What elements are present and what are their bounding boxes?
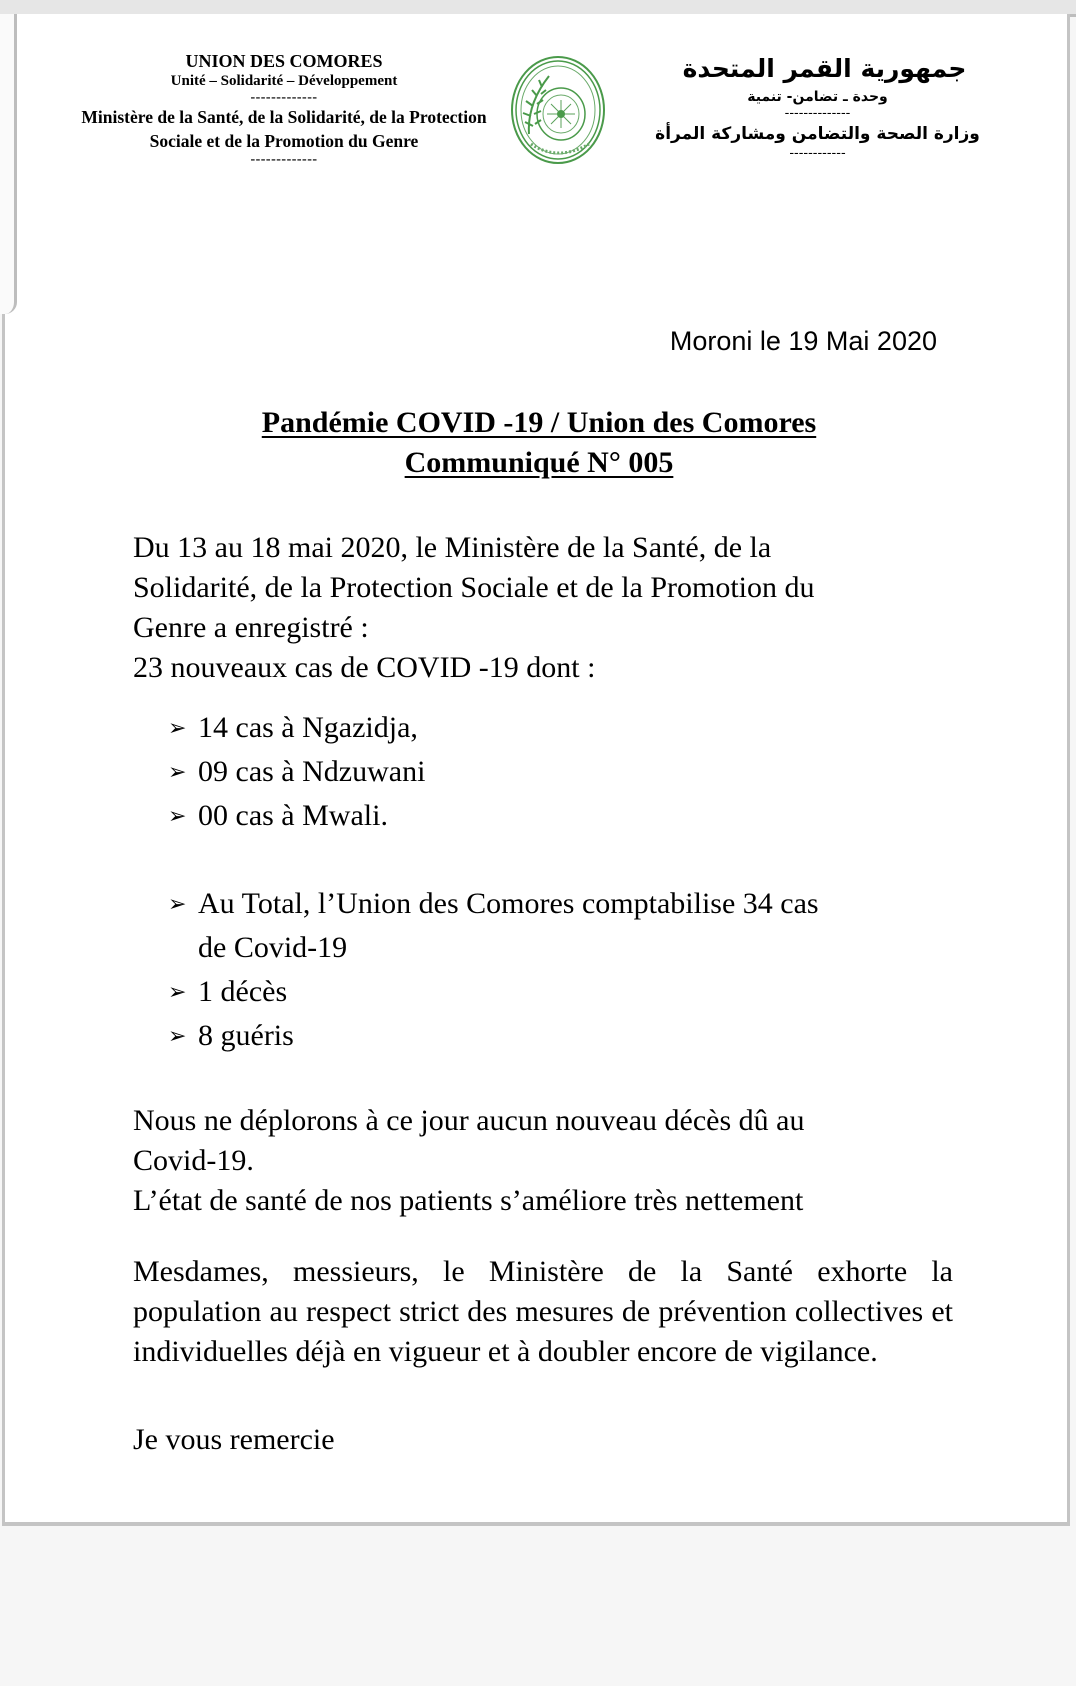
separator: ------------ xyxy=(789,146,846,161)
intro-line: Du 13 au 18 mai 2020, le Ministère de la Santé, de la xyxy=(133,531,772,564)
totals-list xyxy=(168,882,958,1058)
paragraph-line: Covid-19. xyxy=(133,1144,254,1177)
separator: ------------- xyxy=(250,152,318,167)
intro-line: 23 nouveaux cas de COVID -19 dont : xyxy=(133,651,596,684)
appeal-paragraph: Mesdames, messieurs, le Ministère de la Santé exhorte la population au respect strict des mesures de prévention collectives et individuelles déjà en vigueur et à doubler encore de vigilance. xyxy=(133,1255,953,1368)
deaths-text: 1 décès xyxy=(198,975,288,1008)
document-page xyxy=(2,14,1070,1526)
list-item xyxy=(168,794,958,838)
recovered-text: 8 guéris xyxy=(198,1019,294,1052)
status-paragraph xyxy=(133,1101,953,1221)
total-cases-text-cont: de Covid-19 xyxy=(198,931,348,964)
list-item xyxy=(168,706,958,750)
intro-paragraph xyxy=(133,528,953,688)
paragraph-line: L’état de santé de nos patients s’améliore très nettement xyxy=(133,1184,804,1217)
arrowhead-bullet-icon: ➢ xyxy=(168,979,187,1004)
country-name-fr: UNION DES COMORES xyxy=(185,51,383,71)
intro-line: Genre a enregistré : xyxy=(133,611,369,644)
list-item xyxy=(168,1014,958,1058)
list-item-text: 14 cas à Ngazidja, xyxy=(198,711,418,744)
ministry-seal-icon xyxy=(509,54,607,166)
list-item xyxy=(168,750,958,794)
arrowhead-bullet-icon: ➢ xyxy=(168,759,187,784)
list-item xyxy=(168,970,958,1014)
ministry-name-ar: وزارة الصحة والتضامن ومشاركة المرأة xyxy=(655,124,980,144)
list-item-text: 00 cas à Mwali. xyxy=(198,799,388,832)
separator: -------------- xyxy=(784,106,851,121)
header-right xyxy=(645,52,990,160)
total-cases-text: Au Total, l’Union des Comores comptabilise 34 cas xyxy=(198,887,819,920)
paragraph-line: Nous ne déplorons à ce jour aucun nouveau décès dû au xyxy=(133,1104,805,1137)
arrowhead-bullet-icon: ➢ xyxy=(168,715,187,740)
closing-line: Je vous remercie xyxy=(133,1423,335,1456)
header-left xyxy=(79,50,489,167)
arrowhead-bullet-icon: ➢ xyxy=(168,891,187,916)
arrowhead-bullet-icon: ➢ xyxy=(168,1023,187,1048)
intro-line: Solidarité, de la Protection Sociale et de la Promotion du xyxy=(133,571,815,604)
arrowhead-bullet-icon: ➢ xyxy=(168,803,187,828)
document-title xyxy=(5,406,1073,440)
list-item xyxy=(168,882,958,970)
title-line-1: Pandémie COVID -19 / Union des Comores xyxy=(261,406,817,439)
title-line-2: Communiqué N° 005 xyxy=(404,446,674,479)
ministry-name-fr: Ministère de la Santé, de la Solidarité, de la Protection Sociale et de la Promotion du Genre xyxy=(81,107,487,151)
motto-fr: Unité – Solidarité – Développement xyxy=(170,73,398,89)
viewer-side-handle[interactable] xyxy=(0,14,17,314)
separator: ------------- xyxy=(250,90,318,105)
country-name-ar: جمهورية القمر المتحدة xyxy=(682,54,967,83)
list-item-text: 09 cas à Ndzuwani xyxy=(198,755,426,788)
new-cases-list xyxy=(168,706,958,838)
communique-number xyxy=(5,446,1073,480)
motto-ar: وحدة ـ تضامن- تنمية xyxy=(747,89,888,105)
document-date: Moroni le 19 Mai 2020 xyxy=(669,326,937,356)
